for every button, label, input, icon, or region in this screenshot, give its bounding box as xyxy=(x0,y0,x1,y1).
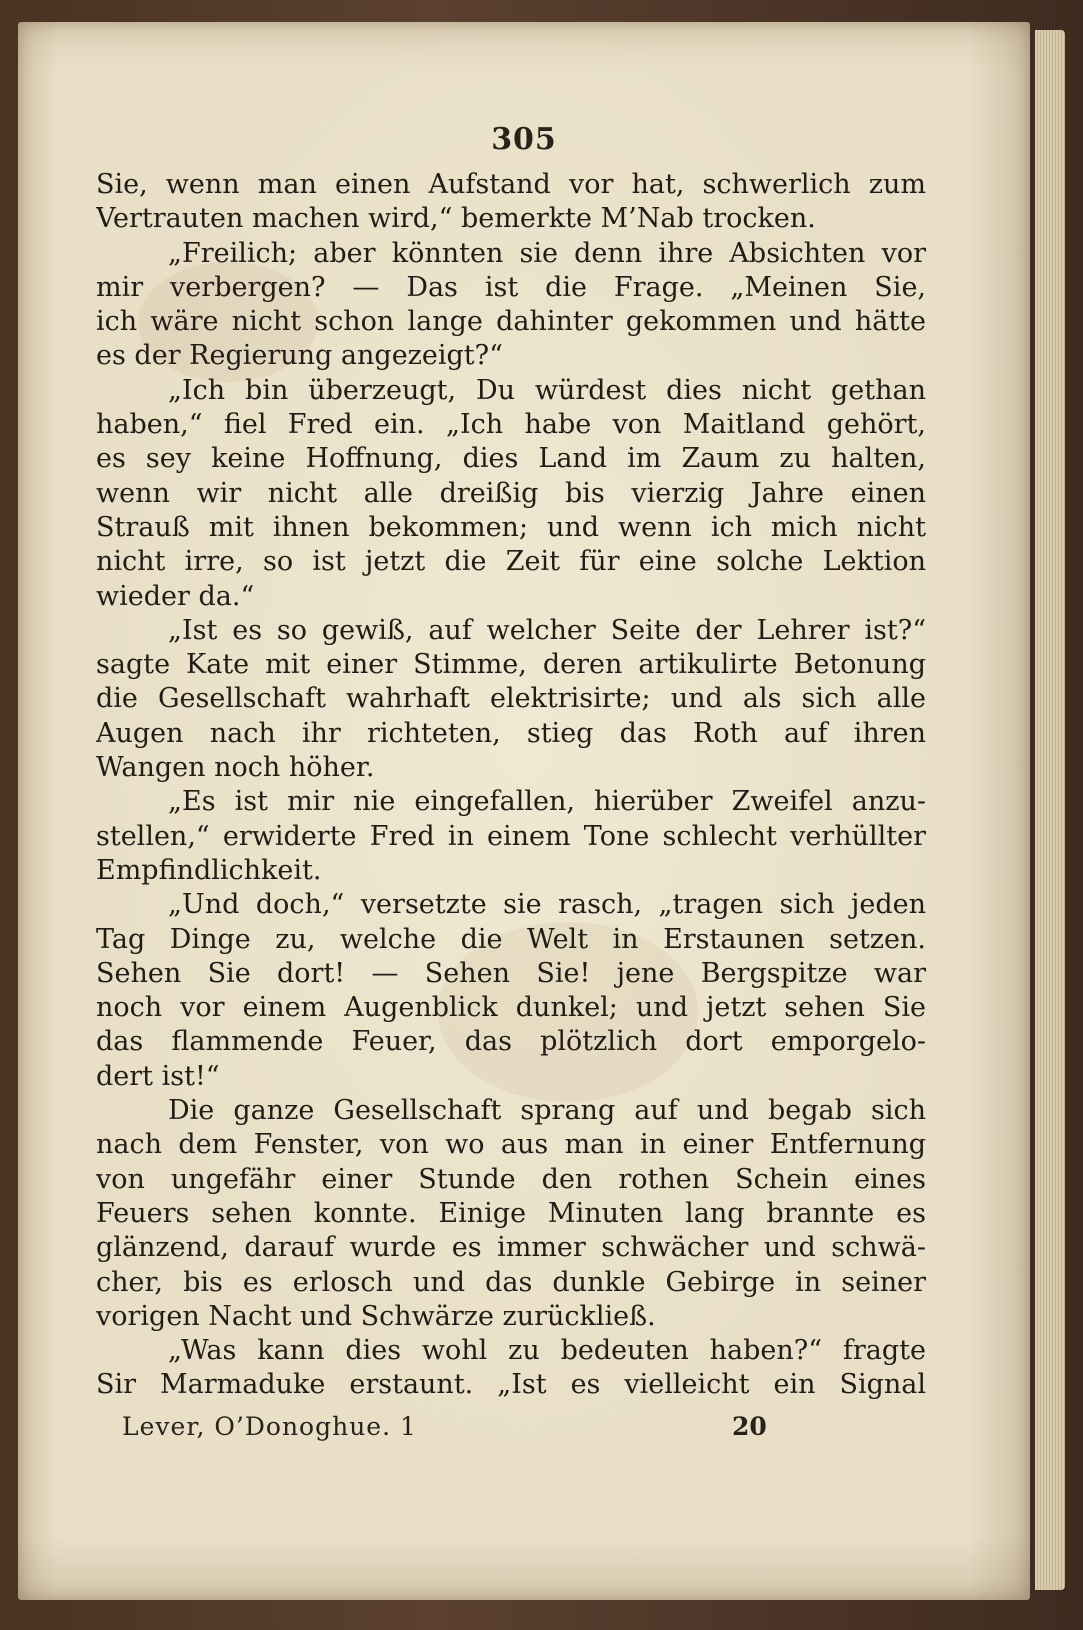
text-line: „Und doch,“ versetzte sie rasch, „tragen sich jeden xyxy=(168,889,926,921)
text-line: „Was kann dies wohl zu bedeuten haben?“ fragte xyxy=(168,1335,926,1367)
book-page xyxy=(18,22,1030,1600)
text-line: Empfindlichkeit. xyxy=(96,854,322,886)
sheet-number: 20 xyxy=(732,1412,767,1441)
text-line: ich wäre nicht schon lange dahinter gekommen und hätte xyxy=(96,306,926,338)
page-edges xyxy=(1035,30,1065,1590)
text-line: nach dem Fenster, von wo aus man in einer Entfernung xyxy=(96,1129,926,1161)
text-line: es der Regierung angezeigt?“ xyxy=(96,340,503,372)
text-line: „Ist es so gewiß, auf welcher Seite der Lehrer ist?“ xyxy=(168,614,926,646)
text-line: Sie, wenn man einen Aufstand vor hat, schwerlich zum xyxy=(96,169,926,200)
text-line: sagte Kate mit einer Stimme, deren artikulirte Betonung xyxy=(96,649,926,681)
text-line: vorigen Nacht und Schwärze zurückließ. xyxy=(96,1300,656,1332)
text-line: haben,“ fiel Fred ein. „Ich habe von Maitland gehört, xyxy=(96,409,926,441)
text-line: es sey keine Hoffnung, dies Land im Zaum zu halten, xyxy=(96,443,926,475)
text-line: die Gesellschaft wahrhaft elektrisirte; und als sich alle xyxy=(96,683,926,715)
text-line: dert ist!“ xyxy=(96,1060,220,1092)
text-line: „Ich bin überzeugt, Du würdest dies nicht gethan xyxy=(168,374,926,406)
body-text xyxy=(96,168,926,1403)
text-line: glänzend, darauf wurde es immer schwächer und schwä- xyxy=(96,1232,926,1264)
text-line: „Freilich; aber könnten sie denn ihre Absichten vor xyxy=(168,237,926,269)
text-line: Augen nach ihr richteten, stieg das Roth auf ihren xyxy=(96,717,926,749)
text-line: cher, bis es erlosch und das dunkle Gebirge in seiner xyxy=(96,1266,926,1298)
text-line: Wangen noch höher. xyxy=(96,752,375,784)
text-line: Sir Marmaduke erstaunt. „Ist es vielleicht ein Signal xyxy=(96,1369,926,1401)
text-line: wieder da.“ xyxy=(96,580,255,612)
text-line: „Es ist mir nie eingefallen, hierüber Zweifel anzu- xyxy=(168,786,926,818)
text-line: stellen,“ erwiderte Fred in einem Tone schlecht verhüllter xyxy=(96,820,926,852)
text-line: wenn wir nicht alle dreißig bis vierzig Jahre einen xyxy=(96,477,926,509)
text-line: Tag Dinge zu, welche die Welt in Erstaunen setzen. xyxy=(96,923,926,955)
text-line: das flammende Feuer, das plötzlich dort emporgelo- xyxy=(96,1026,926,1058)
signature-mark: Lever, O’Donoghue. 1 xyxy=(122,1412,417,1441)
text-line: von ungefähr einer Stunde den rothen Schein eines xyxy=(96,1163,926,1195)
text-line: Vertrauten machen wird,“ bemerkte M’Nab trocken. xyxy=(96,203,816,235)
text-line: mir verbergen? — Das ist die Frage. „Meinen Sie, xyxy=(96,271,926,303)
page-number: 305 xyxy=(491,122,557,157)
text-line: Feuers sehen konnte. Einige Minuten lang brannte es xyxy=(96,1197,926,1229)
text-line: noch vor einem Augenblick dunkel; und jetzt sehen Sie xyxy=(96,992,926,1024)
text-line: Die ganze Gesellschaft sprang auf und begab sich xyxy=(168,1095,926,1127)
text-line: Sehen Sie dort! — Sehen Sie! jene Bergspitze war xyxy=(96,957,926,989)
text-line: nicht irre, so ist jetzt die Zeit für eine solche Lektion xyxy=(96,546,926,578)
text-line: Strauß mit ihnen bekommen; und wenn ich mich nicht xyxy=(96,511,926,543)
